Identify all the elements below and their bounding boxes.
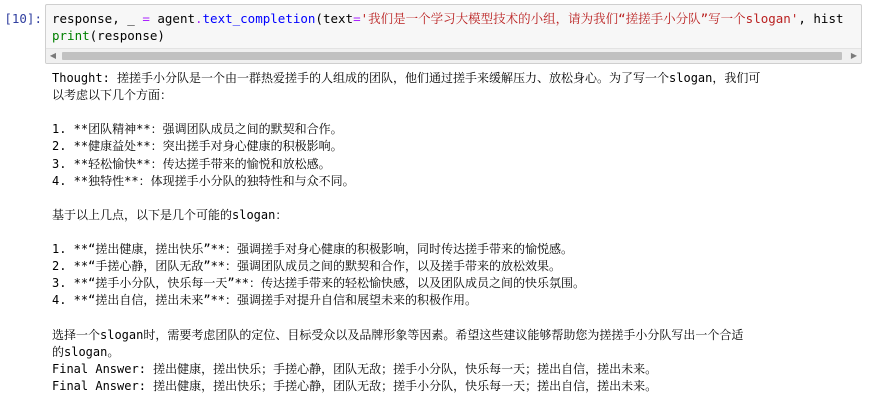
code-operator: = [142, 11, 150, 26]
scroll-left-arrow-icon[interactable]: ◀ [49, 51, 57, 60]
code-token: response, _ [52, 11, 143, 26]
output-line: 3. **“搓手小分队，快乐每一天”**：传达搓手带来的轻松愉快感，以及团队成员之间的快乐氛围。 [52, 276, 586, 291]
code-input-area[interactable] [45, 4, 862, 64]
code-token: (text [315, 11, 354, 26]
cell-prompt: [10]: [4, 11, 42, 26]
output-line: 2. **“手搓心静，团队无敌”**：强调团队成员之间的默契和合作，以及搓手带来的放松效果。 [52, 259, 562, 274]
code-token: agent [149, 11, 195, 26]
output-line: 基于以上几点，以下是几个可能的slogan： [52, 207, 288, 222]
scroll-right-arrow-icon[interactable]: ▶ [850, 51, 858, 60]
code-line-2 [52, 28, 165, 43]
code-operator: = [353, 11, 361, 26]
code-line-1 [52, 11, 844, 26]
code-token: (response) [89, 28, 165, 43]
output-line: Final Answer: 搓出健康，搓出快乐；手搓心静，团队无敌；搓手小分队，快乐每一天；搓出自信，搓出未来。 [52, 378, 658, 393]
output-line: Thought: 搓搓手小分队是一个由一群热爱搓手的人组成的团队，他们通过搓手来缓解压力、放松身心。为了写一个slogan，我们可 [52, 71, 761, 85]
output-line: 3. **轻松愉快**：传达搓手带来的愉悦和放松感。 [52, 156, 331, 171]
horizontal-scrollbar[interactable] [46, 48, 861, 63]
code-editor[interactable] [52, 10, 844, 44]
output-line: 4. **独特性**：体现搓手小分队的独特性和与众不同。 [52, 173, 355, 188]
output-line: 选择一个slogan时，需要考虑团队的定位、目标受众以及品牌形象等因素。希望这些建议能够帮助您为搓搓手小分队写出一个合适 [52, 327, 744, 342]
code-operator: . [195, 11, 203, 26]
output-line: 以考虑以下几个方面： [52, 88, 173, 103]
output-line: 1. **团队精神**：强调团队成员之间的默契和合作。 [52, 122, 343, 137]
code-builtin: print [52, 28, 90, 43]
scrollbar-thumb[interactable] [62, 52, 842, 60]
code-string: '我们是一个学习大模型技术的小组，请为我们“搓搓手小分队”写一个slogan' [360, 11, 799, 26]
code-token: , hist [798, 11, 844, 26]
output-line: 的slogan。 [52, 344, 120, 359]
code-method: text_completion [202, 11, 316, 26]
output-line: 2. **健康益处**：突出搓手对身心健康的积极影响。 [52, 139, 343, 154]
output-line: 1. **“搓出健康，搓出快乐”**：强调搓手对身心健康的积极影响，同时传达搓手带来的愉悦感。 [52, 242, 574, 256]
output-line: 4. **“搓出自信，搓出未来”**：强调搓手对提升自信和展望未来的积极作用。 [52, 293, 478, 308]
output-line: Final Answer: 搓出健康，搓出快乐；手搓心静，团队无敌；搓手小分队，快乐每一天；搓出自信，搓出未来。 [52, 361, 658, 376]
